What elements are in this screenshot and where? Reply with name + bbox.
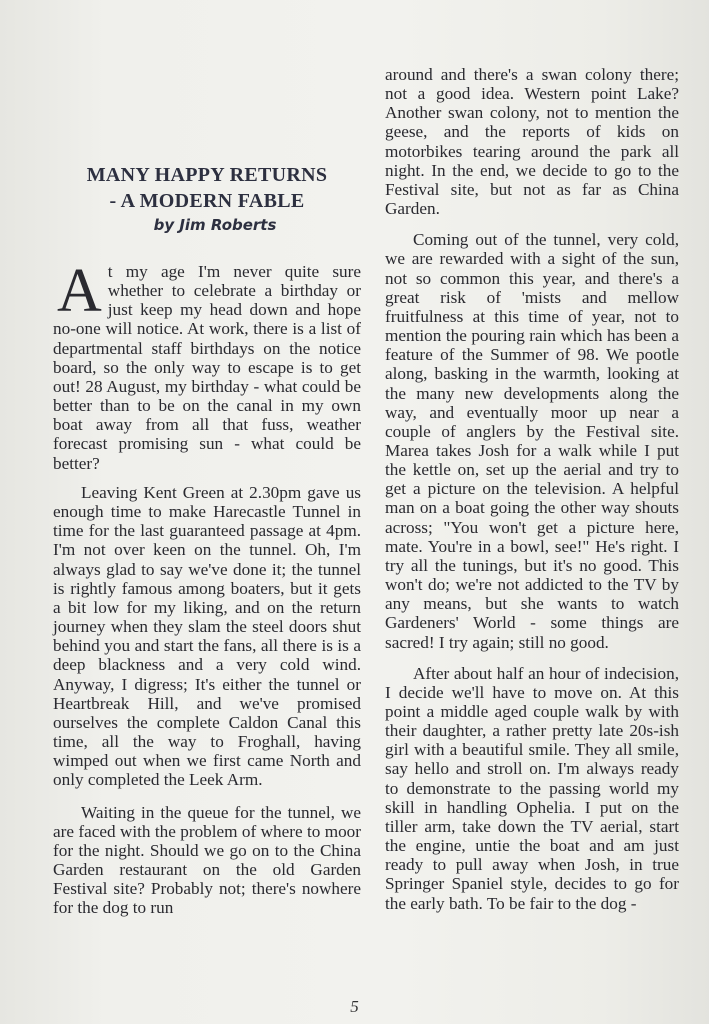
article-paragraph-3-continued: around and there's a swan colony there; not a good idea. Western point Lake? Another swan colony, not to mention the geese, and the reports of kids on motorbikes tearing around the park all night. In the end, we decide to go to the Festival site, but not as far as China Garden.	[385, 65, 679, 219]
page-number: 5	[350, 997, 359, 1016]
paragraph-1-text: t my age I'm never quite sure whether to celebrate a birthday or just keep my head down and hope no-one will notice. At work, there is a list of departmental staff birthdays on the notice board, so the only way to escape is to get out! 28 August, my birthday - what could be better than to be on the canal in my own boat away from all that fuss, weather forecast promising sun - what could be better?	[53, 262, 361, 473]
article-paragraph-3: Waiting in the queue for the tunnel, we are faced with the problem of where to moor for the night. Should we go on to the China Garden restaurant on the old Garden Festival site? Probably not; there's nowhere for the dog to run	[53, 802, 361, 918]
article-paragraph-5: After about half an hour of indecision, I decide we'll have to move on. At this point a middle aged couple walk by with their daughter, a rather pretty late 20s-ish girl with a beautiful smile. They all smile, say hello and stroll on. I'm always ready to demonstrate to the passing world my skill in handling Ophelia. I put on the tiller arm, take down the TV aerial, start the engine, untie the boat and am just ready to pull away when Josh, in true Springer Spaniel style, decides to go for the early bath. To be fair to the dog -	[385, 663, 679, 913]
article-header	[53, 162, 361, 236]
left-column-body	[53, 483, 361, 930]
article-byline: by Jim Roberts	[153, 216, 277, 234]
article-title-line1: MANY HAPPY RETURNS	[86, 164, 328, 186]
article-paragraph-2: Leaving Kent Green at 2.30pm gave us enough time to make Harecastle Tunnel in time for the last guaranteed passage at 4pm. I'm not over keen on the tunnel. Oh, I'm always glad to say we've done it; the tunnel is rightly famous among boaters, but it gets a bit low for my liking, and on the return journey when they slam the steel doors shut behind you and start the fans, all there is is a deep blackness and a very cold wind. Anyway, I digress; It's either the tunnel or Heartbreak Hill, and we've promised ourselves the complete Caldon Canal this time, all the way to Froghall, having wimped out when we first came North and only completed the Leek Arm.	[53, 483, 361, 790]
article-paragraph-1	[53, 257, 361, 473]
article-paragraph-4: Coming out of the tunnel, very cold, we are rewarded with a sight of the sun, not so common this year, and there's a great risk of 'mists and mellow fruitfulness at this time of year, not to mention the pouring rain which has been a feature of the Summer of 98. We pootle along, basking in the warmth, looking at the many new developments along the way, and eventually moor up near a couple of anglers by the Festival site. Marea takes Josh for a walk while I put the kettle on, set up the aerial and try to get a picture on the television. A helpful man on a boat going the other way shouts across; "You won't get a picture here, mate. You're in a bowl, see!" He's right. I try all the tunings, but it's no good. This won't do; we're not addicted to the TV by any means, but she wants to watch Gardeners' World - some things are sacred! I try again; still no good.	[385, 230, 679, 652]
right-column-body	[385, 65, 679, 925]
article-title-line2: - A MODERN FABLE	[109, 190, 305, 212]
drop-cap: A	[57, 257, 102, 325]
